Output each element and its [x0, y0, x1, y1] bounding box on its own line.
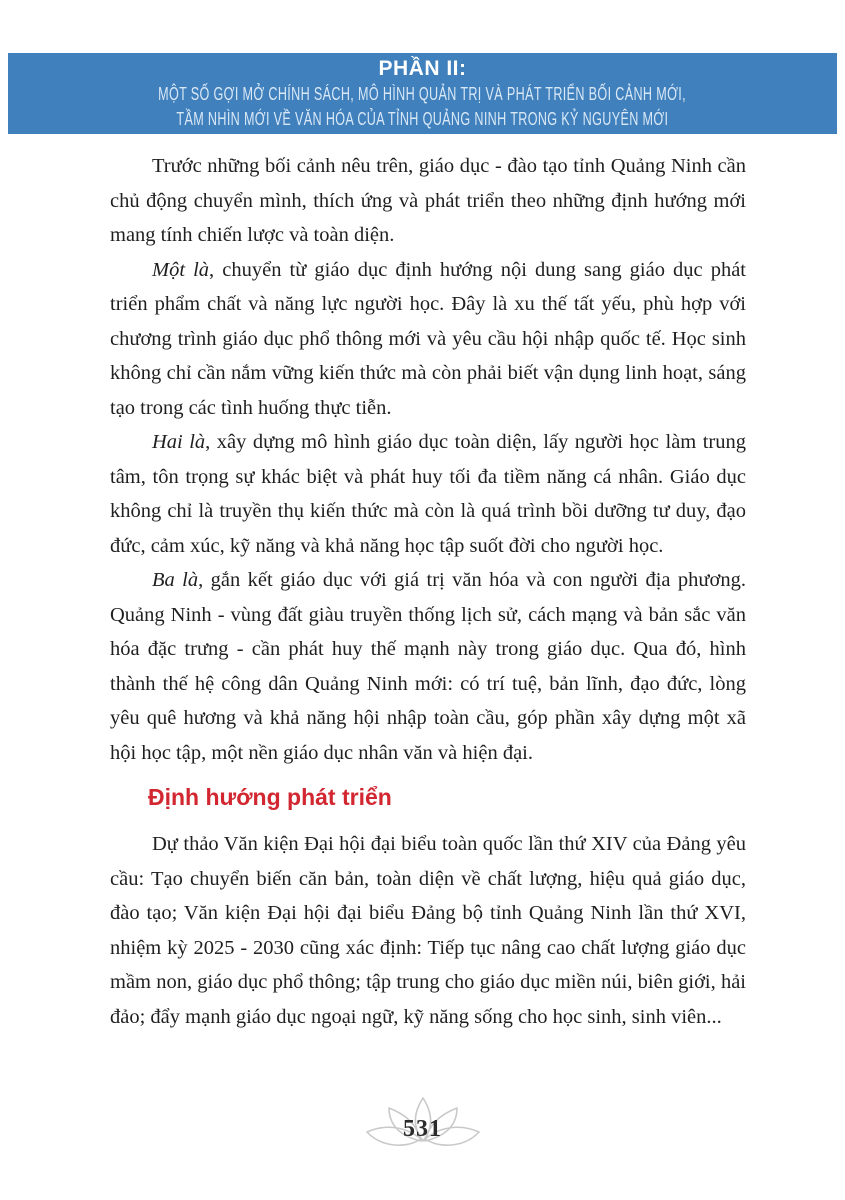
section-heading: Định hướng phát triển	[148, 784, 392, 810]
paragraph-text: Trước những bối cảnh nêu trên, giáo dục - đào tạo tỉnh Quảng Ninh cần chủ động chuyển mình, thích ứng và phát triển theo những định hướng mới mang tính chiến lược và toàn diện.	[110, 155, 746, 246]
paragraph-text: Dự thảo Văn kiện Đại hội đại biểu toàn quốc lần thứ XIV của Đảng yêu cầu: Tạo chuyển biến căn bản, toàn diện về chất lượng, hiệu quả giáo dục, đào tạo; Văn kiện Đại hội đại biểu Đảng bộ tỉnh Quảng Ninh lần thứ XVI, nhiệm kỳ 2025 - 2030 cũng xác định: Tiếp tục nâng cao chất lượng giáo dục mầm non, giáo dục phổ thông; tập trung cho giáo dục miền núi, biên giới, hải đảo; đẩy mạnh giáo dục ngoại ngữ, kỹ năng sống cho học sinh, sinh viên...	[110, 833, 746, 1028]
paragraph	[110, 827, 746, 1034]
page-number: 531	[403, 1116, 442, 1142]
page-body	[110, 149, 746, 1034]
page-number-ornament	[363, 1096, 483, 1160]
paragraph	[110, 253, 746, 426]
lead-in-phrase: Hai là	[152, 431, 206, 453]
paragraph-text: , gắn kết giáo dục với giá trị văn hóa và con người địa phương. Quảng Ninh - vùng đất giàu truyền thống lịch sử, cách mạng và bản sắc văn hóa đặc trưng - cần phát huy thế mạnh này trong giáo dục. Qua đó, hình thành thế hệ công dân Quảng Ninh mới: có trí tuệ, bản lĩnh, đạo đức, lòng yêu quê hương và khả năng hội nhập toàn cầu, góp phần xây dựng một xã hội học tập, một nền giáo dục nhân văn và hiện đại.	[110, 569, 747, 764]
chapter-banner	[8, 53, 837, 134]
paragraph	[110, 563, 746, 770]
page-footer	[0, 1096, 845, 1171]
chapter-subtitle-line2: TẦM NHÌN MỚI VỀ VĂN HÓA CỦA TỈNH QUẢNG NINH TRONG KỶ NGUYÊN MỚI	[176, 108, 669, 129]
paragraph	[110, 425, 746, 563]
paragraph-text: , chuyển từ giáo dục định hướng nội dung sang giáo dục phát triển phẩm chất và năng lực người học. Đây là xu thế tất yếu, phù hợp với chương trình giáo dục phổ thông mới và yêu cầu hội nhập quốc tế. Học sinh không chỉ cần nắm vững kiến thức mà còn phải biết vận dụng linh hoạt, sáng tạo trong các tình huống thực tiễn.	[110, 258, 746, 419]
lead-in-phrase: Một là	[152, 258, 210, 281]
lead-in-phrase: Ba là	[152, 569, 199, 591]
part-label: PHẦN II:	[378, 56, 467, 80]
paragraph-text: , xây dựng mô hình giáo dục toàn diện, lấy người học làm trung tâm, tôn trọng sự khác biệt và phát huy tối đa tiềm năng cá nhân. Giáo dục không chỉ là truyền thụ kiến thức mà còn là quá trình bồi dưỡng tư duy, đạo đức, cảm xúc, kỹ năng và khả năng học tập suốt đời cho người học.	[110, 431, 746, 557]
paragraph	[110, 149, 746, 253]
chapter-subtitle-line1: MỘT SỐ GỢI MỞ CHÍNH SÁCH, MÔ HÌNH QUẢN TRỊ VÀ PHÁT TRIỂN BỐI CẢNH MỚI,	[158, 83, 687, 104]
